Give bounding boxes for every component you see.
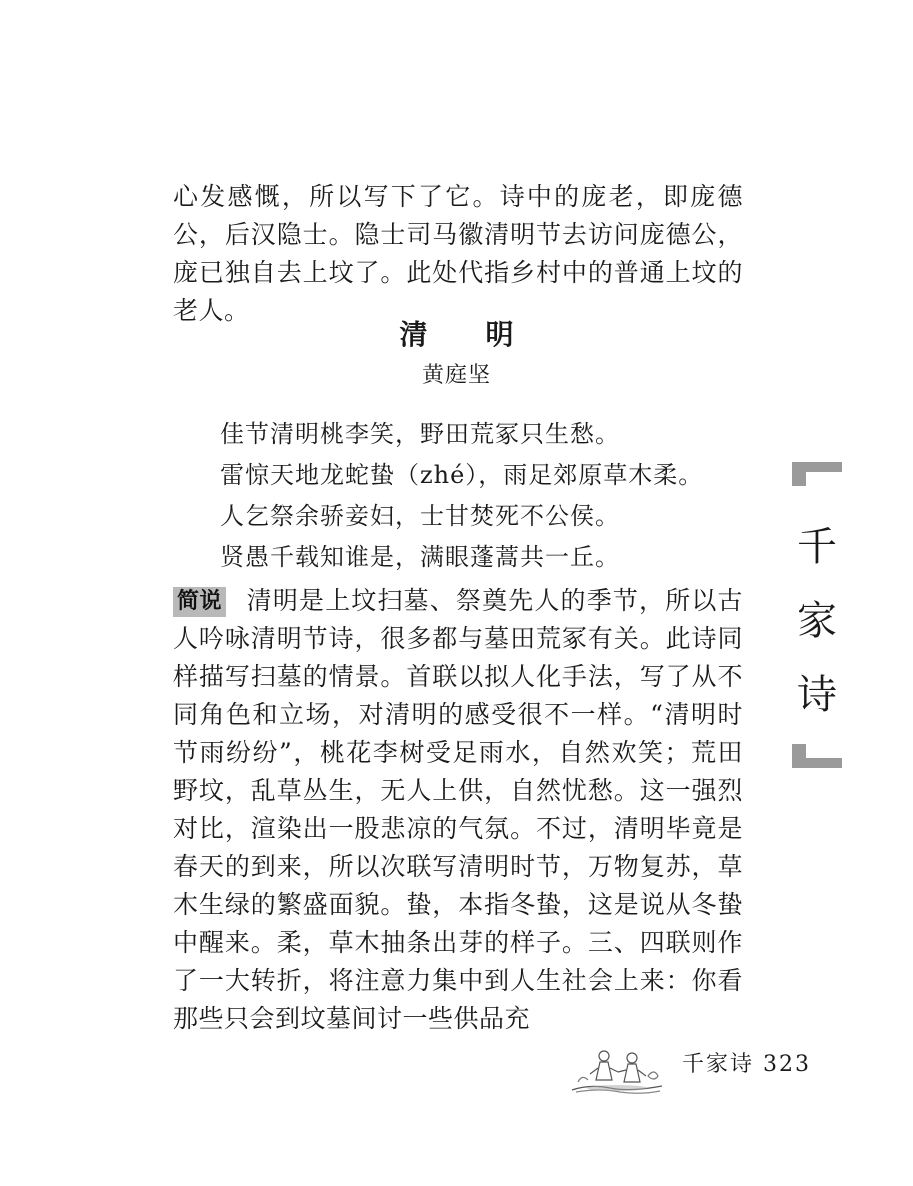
commentary-badge: 简说 (173, 587, 226, 617)
side-tab-char: 诗 (797, 672, 837, 718)
side-section-tab (792, 462, 842, 768)
footer-label (682, 1050, 811, 1080)
poem-body (220, 414, 740, 578)
commentary-paragraph (173, 582, 743, 1038)
poem-line: 雷惊天地龙蛇蛰（zhé），雨足郊原草木柔。 (220, 461, 704, 489)
page-footer (570, 1046, 810, 1096)
footer-book-title: 千家诗 (682, 1052, 755, 1077)
intro-text: 心发感慨，所以写下了它。诗中的庞老，即庞德公，后汉隐士。隐士司马徽清明节去访问庞德公，庞已独自去上坟了。此处代指乡村中的普通上坟的老人。 (173, 182, 743, 325)
poem-title-char: 明 (485, 318, 514, 351)
poem-line: 人乞祭余骄妾妇，士甘焚死不公侯。 (220, 502, 620, 530)
illustration-two-scholars-icon (570, 1046, 665, 1096)
poem-line: 贤愚千载知谁是，满眼蓬蒿共一丘。 (220, 543, 620, 571)
side-tab-label (792, 510, 842, 732)
intro-paragraph (173, 178, 743, 330)
poem-line: 佳节清明桃李笑，野田荒冢只生愁。 (220, 420, 620, 448)
page-number: 323 (763, 1052, 812, 1077)
commentary-text: 清明是上坟扫墓、祭奠先人的季节，所以古人吟咏清明节诗，很多都与墓田荒冢有关。此诗同样描写扫墓的情景。首联以拟人化手法，写了从不同角色和立场，对清明的感受很不一样。“清明时节雨纷纷”，桃花李树受足雨水，自然欢笑；荒田野坟，乱草丛生，无人上供，自然忧愁。这一强烈对比，渲染出一股悲凉的气氛。不过，清明毕竟是春天的到来，所以次联写清明时节，万物复苏，草木生绿的繁盛面貌。蛰，本指冬蛰，这是说从冬蛰中醒来。柔，草木抽条出芽的样子。三、四联则作了一大转折，将注意力集中到人生社会上来：你看那些只会到坟墓间讨一些供品充 (173, 586, 743, 1033)
side-tab-char: 家 (797, 598, 837, 644)
poem-title-char: 清 (399, 318, 428, 351)
poem-title (0, 318, 913, 352)
poem-author: 黄庭坚 (421, 363, 491, 388)
side-tab-char: 千 (797, 524, 837, 570)
